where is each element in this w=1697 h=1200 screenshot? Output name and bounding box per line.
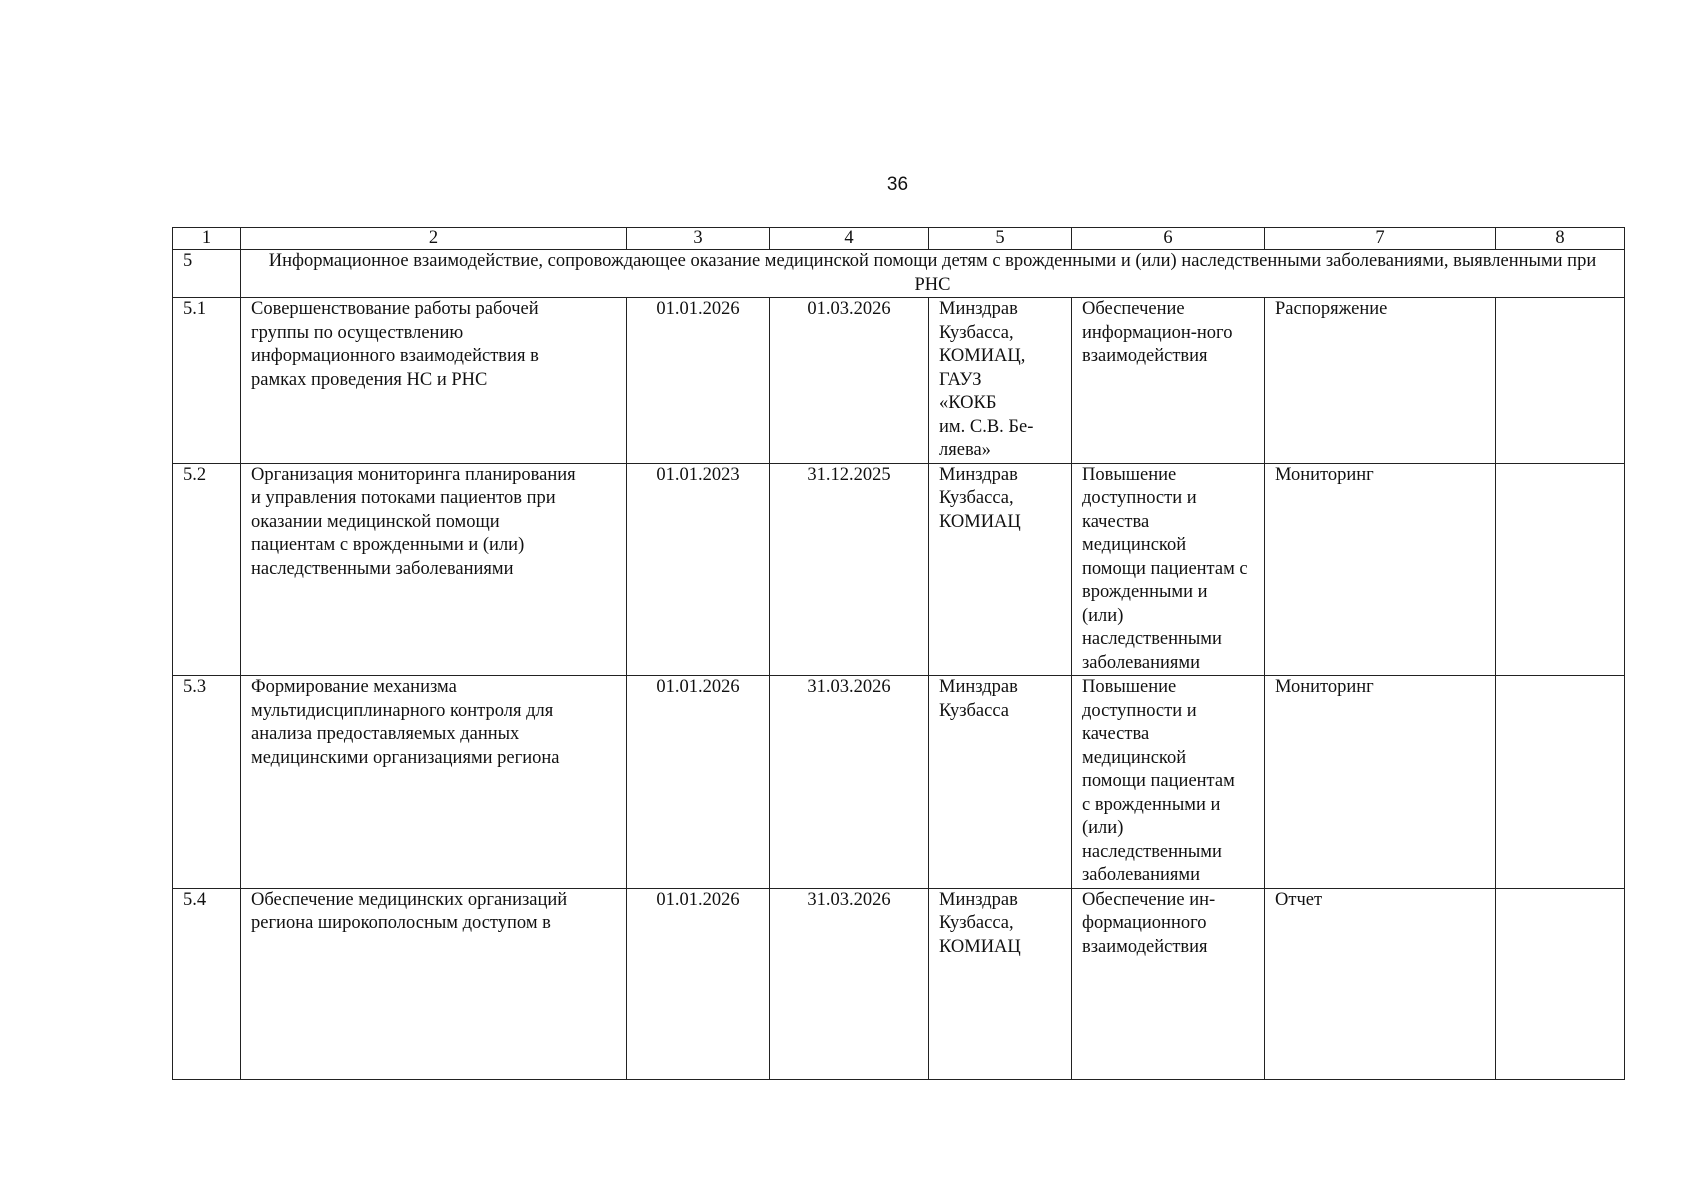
- result-cell: Обеспечение информацион-ного взаимодействия: [1072, 298, 1265, 464]
- result-cell: Повышение доступности и качества медицинской помощи пациентам с врожденными и (или) наследственными заболеваниями: [1072, 676, 1265, 889]
- table-row: [173, 298, 1625, 464]
- responsible-cell: Минздрав Кузбасса, КОМИАЦ: [929, 888, 1072, 1079]
- responsible-cell: Минздрав Кузбасса, КОМИАЦ, ГАУЗ «КОКБ им. С.В. Бе- ляева»: [929, 298, 1072, 464]
- item-number: 5.4: [173, 888, 241, 1079]
- result-cell: Обеспечение ин- формационного взаимодействия: [1072, 888, 1265, 1079]
- task-cell: Совершенствование работы рабочей группы по осуществлению информационного взаимодействия в рамках проведения НС и РНС: [241, 298, 627, 464]
- item-number: 5.2: [173, 463, 241, 676]
- document-cell: Мониторинг: [1265, 463, 1496, 676]
- responsible-cell: Минздрав Кузбасса: [929, 676, 1072, 889]
- column-number: 4: [770, 228, 929, 250]
- column-number: 5: [929, 228, 1072, 250]
- start-date-cell: 01.01.2023: [627, 463, 770, 676]
- start-date-cell: 01.01.2026: [627, 676, 770, 889]
- task-cell: Обеспечение медицинских организаций региона широкополосным доступом в: [241, 888, 627, 1079]
- item-number: 5.3: [173, 676, 241, 889]
- column-number: 3: [627, 228, 770, 250]
- note-cell: [1496, 888, 1625, 1079]
- table-row: [173, 888, 1625, 1079]
- document-cell: Распоряжение: [1265, 298, 1496, 464]
- item-number: 5.1: [173, 298, 241, 464]
- section-number: 5: [173, 250, 241, 298]
- end-date-cell: 01.03.2026: [770, 298, 929, 464]
- column-number: 6: [1072, 228, 1265, 250]
- note-cell: [1496, 463, 1625, 676]
- table-row: [173, 676, 1625, 889]
- result-cell: Повышение доступности и качества медицинской помощи пациентам с врожденными и (или) наследственными заболеваниями: [1072, 463, 1265, 676]
- section-title: Информационное взаимодействие, сопровождающее оказание медицинской помощи детям с врожденными и (или) наследственными заболеваниями, выявленными при РНС: [241, 250, 1625, 298]
- column-number-row: [173, 228, 1625, 250]
- action-plan-table: [172, 227, 1625, 1080]
- section-row: [173, 250, 1625, 298]
- column-number: 7: [1265, 228, 1496, 250]
- document-cell: Отчет: [1265, 888, 1496, 1079]
- page-number: 36: [886, 174, 909, 195]
- responsible-cell: Минздрав Кузбасса, КОМИАЦ: [929, 463, 1072, 676]
- end-date-cell: 31.03.2026: [770, 888, 929, 1079]
- column-number: 2: [241, 228, 627, 250]
- document-cell: Мониторинг: [1265, 676, 1496, 889]
- column-number: 8: [1496, 228, 1625, 250]
- end-date-cell: 31.12.2025: [770, 463, 929, 676]
- task-cell: Организация мониторинга планирования и управления потоками пациентов при оказании медицинской помощи пациентам с врожденными и (или) наследственными заболеваниями: [241, 463, 627, 676]
- start-date-cell: 01.01.2026: [627, 298, 770, 464]
- end-date-cell: 31.03.2026: [770, 676, 929, 889]
- table-row: [173, 463, 1625, 676]
- task-cell: Формирование механизма мультидисциплинарного контроля для анализа предоставляемых данных медицинскими организациями региона: [241, 676, 627, 889]
- column-number: 1: [173, 228, 241, 250]
- start-date-cell: 01.01.2026: [627, 888, 770, 1079]
- note-cell: [1496, 298, 1625, 464]
- note-cell: [1496, 676, 1625, 889]
